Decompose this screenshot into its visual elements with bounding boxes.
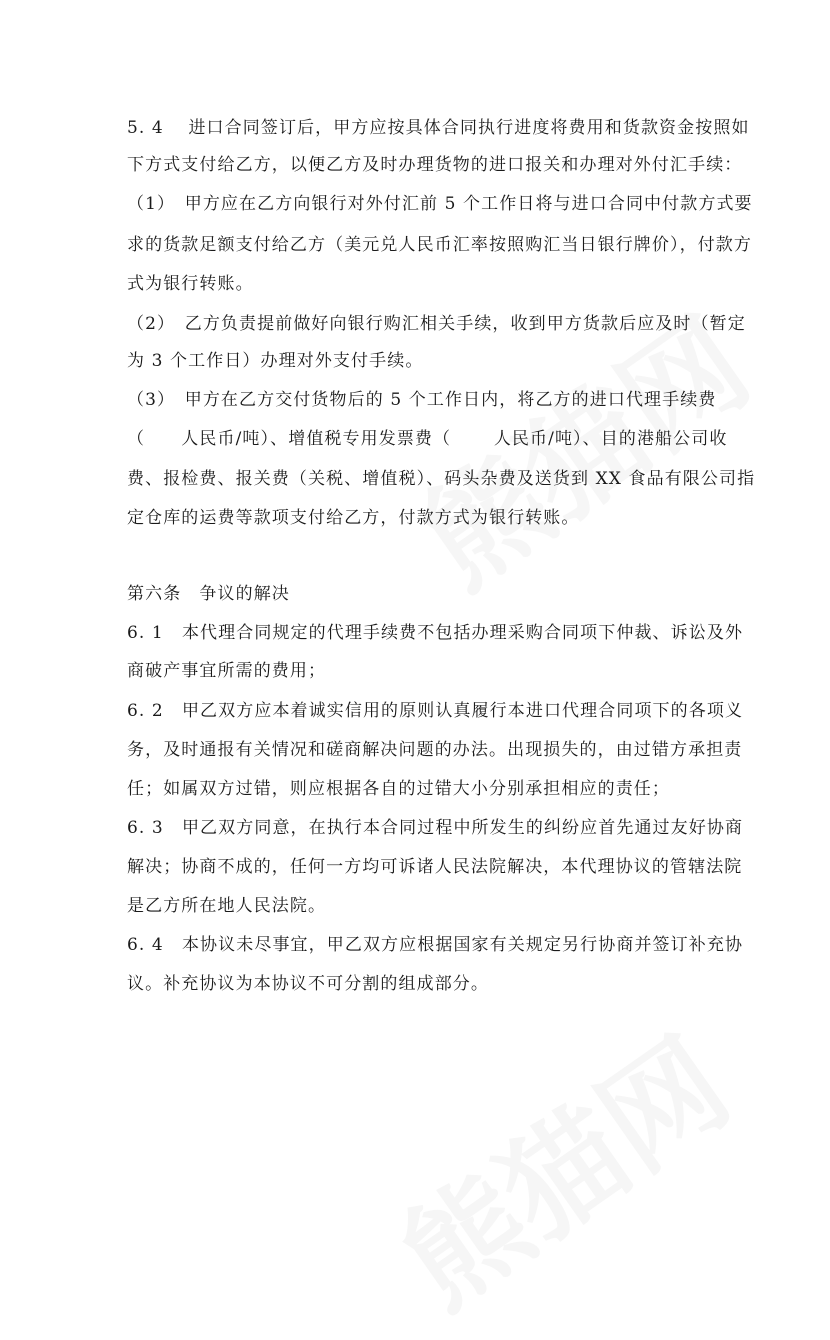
paragraph-line: 6. 1 本代理合同规定的代理手续费不包括办理采购合同项下仲裁、诉讼及外 (127, 623, 744, 643)
paragraph-line: 6. 2 甲乙双方应本着诚实信用的原则认真履行本进口代理合同项下的各项义 (127, 701, 744, 721)
paragraph-line: 为 3 个工作日）办理对外支付手续。 (127, 351, 424, 371)
paragraph-line: 是乙方所在地人民法院。 (127, 896, 327, 916)
paragraph-line: 务，及时通报有关情况和磋商解决问题的办法。出现损失的，由过错方承担责 (127, 740, 743, 760)
paragraph-line: （3） 甲方在乙方交付货物后的 5 个工作日内，将乙方的进口代理手续费 (127, 390, 717, 410)
paragraph-line: 解决；协商不成的，任何一方均可诉诸人民法院解决，本代理协议的管辖法院 (127, 857, 743, 877)
paragraph-line: 式为银行转账。 (127, 274, 254, 294)
paragraph-line: （ 人民币/吨）、增值税专用发票费（ 人民币/吨）、目的港船公司收 (127, 429, 728, 449)
paragraph-line: 费、报检费、报关费（关税、增值税）、码头杂费及送货到 XX 食品有限公司指 (127, 469, 756, 489)
paragraph-line: 任；如属双方过错，则应根据各自的过错大小分别承担相应的责任； (127, 779, 670, 799)
paragraph-line: （1） 甲方应在乙方向银行对外付汇前 5 个工作日将与进口合同中付款方式要 (127, 194, 753, 214)
paragraph-line: 5. 4 进口合同签订后，甲方应按具体合同执行进度将费用和货款资金按照如 (127, 118, 750, 138)
paragraph-line: 定仓库的运费等款项支付给乙方，付款方式为银行转账。 (127, 508, 580, 528)
section-heading: 第六条 争议的解决 (127, 584, 290, 604)
paragraph-line: 下方式支付给乙方，以便乙方及时办理货物的进口报关和办理对外付汇手续： (127, 155, 743, 175)
paragraph-line: 6. 4 本协议未尽事宜，甲乙双方应根据国家有关规定另行协商并签订补充协 (127, 935, 744, 955)
paragraph-line: 议。补充协议为本协议不可分割的组成部分。 (127, 974, 489, 994)
paragraph-line: 商破产事宜所需的费用； (127, 661, 327, 681)
paragraph-line: 6. 3 甲乙双方同意，在执行本合同过程中所发生的纠纷应首先通过友好协商 (127, 818, 744, 838)
watermark (363, 992, 757, 1339)
paragraph-line: （2） 乙方负责提前做好向银行购汇相关手续，收到甲方货款后应及时（暂定 (127, 314, 746, 334)
paragraph-line: 求的货款足额支付给乙方（美元兑人民币汇率按照购汇当日银行牌价），付款方 (127, 235, 752, 255)
